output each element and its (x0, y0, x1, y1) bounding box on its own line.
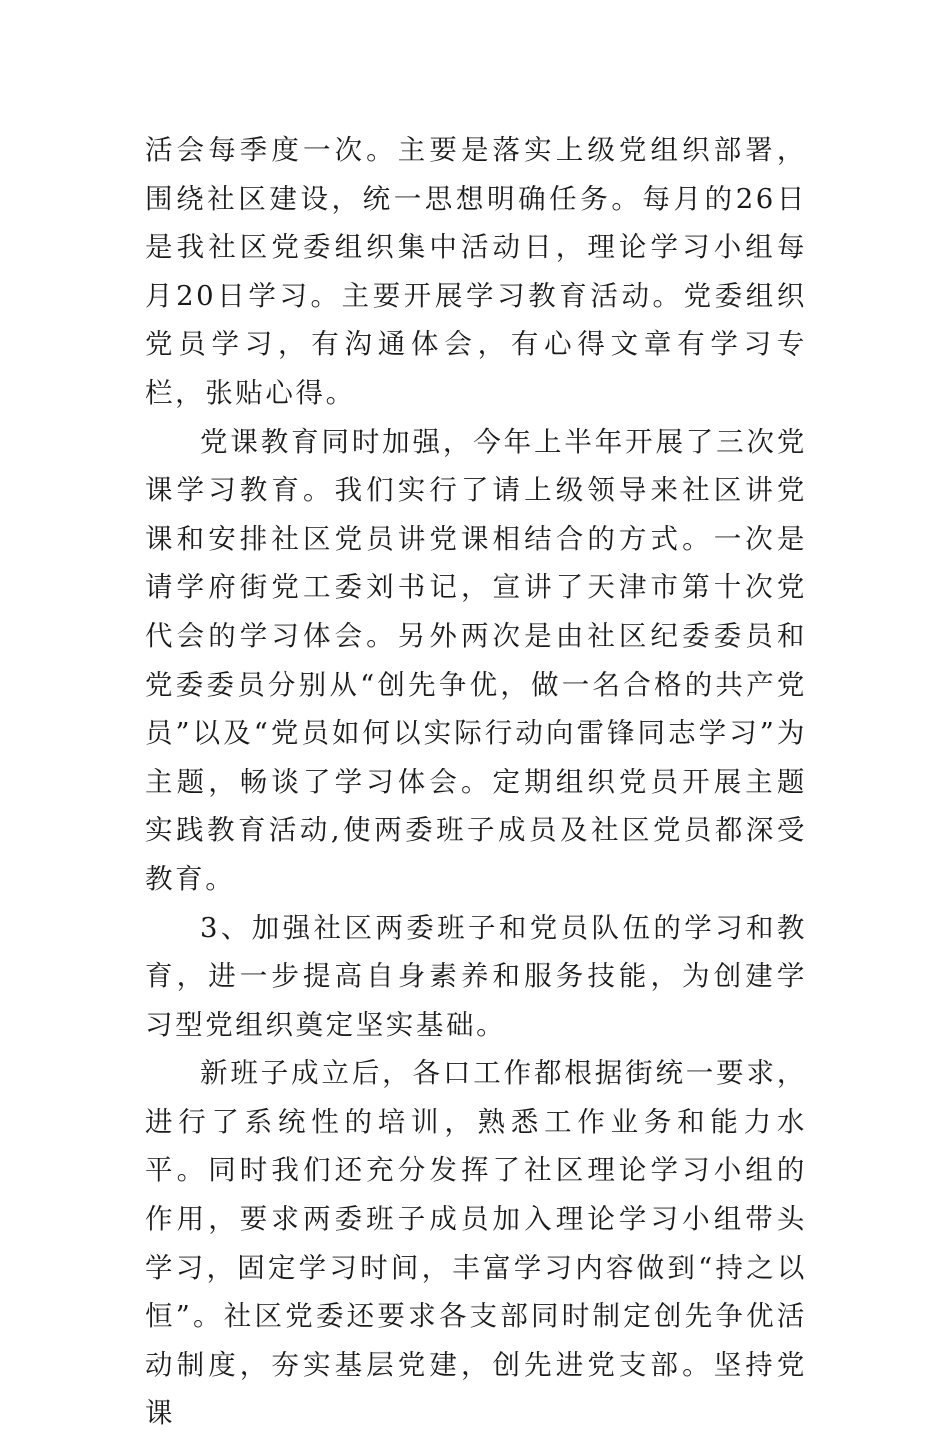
paragraph-2: 党课教育同时加强，今年上半年开展了三次党课学习教育。我们实行了请上级领导来社区讲党课和安排社区党员讲党课相结合的方式。一次是请学府街党工委刘书记，宣讲了天津市第十次党代会的学习体会。另外两次是由社区纪委委员和党委委员分别从“创先争优，做一名合格的共产党员”以及“党员如何以实际行动向雷锋同志学习”为主题，畅谈了学习体会。定期组织党员开展主题实践教育活动,使两委班子成员及社区党员都深受教育。 (145, 425, 807, 895)
paragraph-3: 3、加强社区两委班子和党员队伍的学习和教育，进一步提高自身素养和服务技能，为创建学习型党组织奠定坚实基础。 (145, 911, 807, 1041)
paragraph-4: 新班子成立后，各口工作都根据街统一要求，进行了系统性的培训，熟悉工作业务和能力水平。同时我们还充分发挥了社区理论学习小组的作用，要求两委班子成员加入理论学习小组带头学习，固定学习时间，丰富学习内容做到“持之以恒”。社区党委还要求各支部同时制定创先争优活动制度，夯实基层党建，创先进党支部。坚持党课 (145, 1057, 807, 1430)
paragraph-1: 活会每季度一次。主要是落实上级党组织部署，围绕社区建设，统一思想明确任务。每月的26日是我社区党委组织集中活动日，理论学习小组每月20日学习。主要开展学习教育活动。党委组织党员学习，有沟通体会，有心得文章有学习专栏，张贴心得。 (145, 134, 807, 409)
